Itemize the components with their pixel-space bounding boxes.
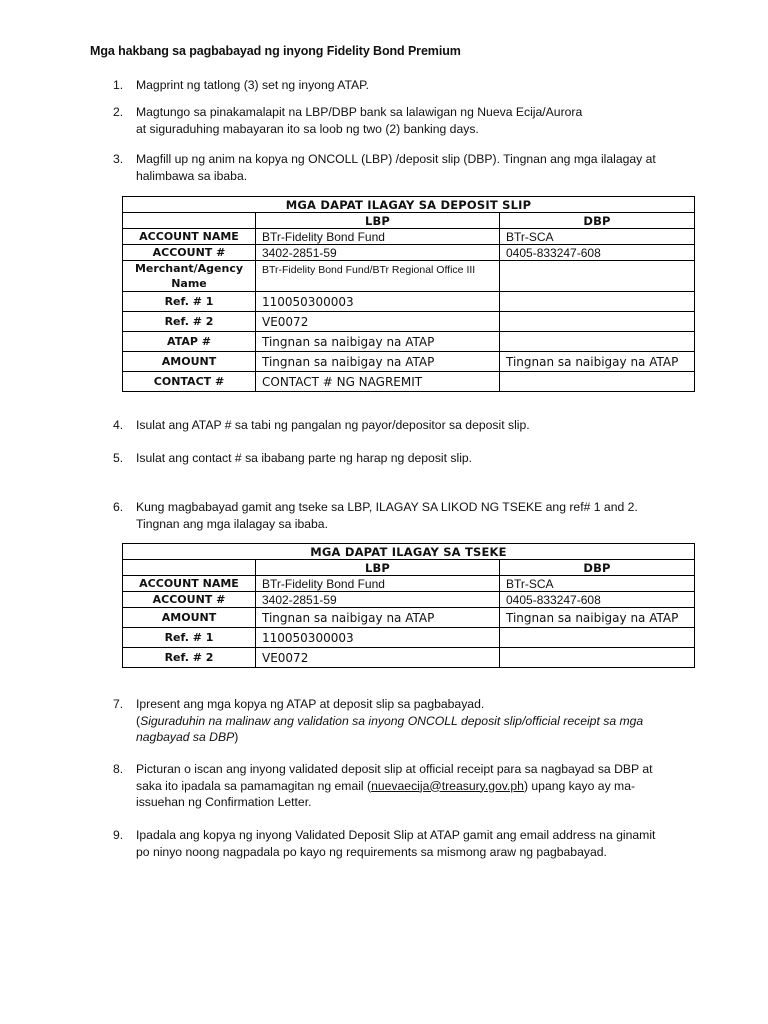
lbp-cell: 110050300003	[256, 628, 500, 648]
dbp-cell	[500, 312, 695, 332]
row-label: Merchant/Agency Name	[123, 261, 256, 292]
lbp-cell: 3402-2851-59	[256, 592, 500, 608]
italic-note: nagbayad sa DBP	[136, 730, 235, 744]
step-line	[136, 713, 696, 730]
row-label: AMOUNT	[123, 608, 256, 628]
dbp-cell	[500, 332, 695, 352]
step-text	[136, 827, 696, 860]
step-number: 3.	[113, 152, 124, 166]
page-title: Mga hakbang sa pagbabayad ng inyong Fidelity Bond Premium	[90, 44, 461, 58]
lbp-cell: Tingnan sa naibigay na ATAP	[256, 332, 500, 352]
dbp-cell	[500, 628, 695, 648]
dbp-cell	[500, 372, 695, 392]
step-text	[136, 417, 696, 434]
row-label: Ref. # 1	[123, 292, 256, 312]
step-line: issuehan ng Confirmation Letter.	[136, 795, 312, 809]
step-text	[136, 696, 696, 746]
step-line	[136, 778, 696, 795]
table-row	[123, 592, 695, 608]
table-row	[123, 332, 695, 352]
lbp-cell: VE0072	[256, 312, 500, 332]
column-header-dbp: DBP	[500, 213, 695, 229]
step-number: 5.	[113, 451, 124, 465]
step-number: 6.	[113, 500, 124, 514]
row-label: ACCOUNT #	[123, 245, 256, 261]
table-row	[123, 608, 695, 628]
dbp-cell: Tingnan sa naibigay na ATAP	[500, 352, 695, 372]
step-text	[136, 104, 696, 137]
table-title: MGA DAPAT ILAGAY SA DEPOSIT SLIP	[123, 197, 695, 213]
lbp-cell: CONTACT # NG NAGREMIT	[256, 372, 500, 392]
step-text	[136, 77, 696, 94]
dbp-cell: 0405-833247-608	[500, 592, 695, 608]
header-empty-cell	[123, 560, 256, 576]
table-title: MGA DAPAT ILAGAY SA TSEKE	[123, 544, 695, 560]
step-number: 8.	[113, 762, 124, 776]
text-fragment: saka ito ipadala sa pamamagitan ng email (	[136, 778, 372, 793]
dbp-cell	[500, 648, 695, 668]
step-text	[136, 151, 696, 184]
email-link[interactable]: nuevaecija@treasury.gov.ph	[371, 778, 524, 793]
step-line: Magtungo sa pinakamalapit na LBP/DBP bank sa lalawigan ng Nueva Ecija/Aurora	[136, 105, 583, 119]
dbp-cell: BTr-SCA	[500, 229, 695, 245]
step-line: Magfill up ng anim na kopya ng ONCOLL (LBP) /deposit slip (DBP). Tingnan ang mga ilalagay at	[136, 152, 656, 166]
step-line: Picturan o iscan ang inyong validated deposit slip at official receipt para sa nagbayad sa DBP at	[136, 762, 653, 776]
column-header-lbp: LBP	[256, 213, 500, 229]
step-line: halimbawa sa ibaba.	[136, 168, 248, 183]
step-line: at siguraduhing mabayaran ito sa loob ng two (2) banking days.	[136, 121, 479, 136]
step-line: Magprint ng tatlong (3) set ng inyong ATAP.	[136, 78, 370, 92]
step-line: Kung magbabayad gamit ang tseke sa LBP, ILAGAY SA LIKOD NG TSEKE ang ref# 1 and 2.	[136, 500, 638, 514]
dbp-cell: BTr-SCA	[500, 576, 695, 592]
row-label: Ref. # 1	[123, 628, 256, 648]
header-empty-cell	[123, 213, 256, 229]
row-label: Ref. # 2	[123, 312, 256, 332]
table-row	[123, 261, 695, 292]
lbp-cell: BTr-Fidelity Bond Fund	[256, 576, 500, 592]
step-text	[136, 450, 696, 467]
row-label: ACCOUNT #	[123, 592, 256, 608]
text-fragment: ) upang kayo ay ma-	[523, 778, 636, 793]
table-row	[123, 352, 695, 372]
table-row	[123, 628, 695, 648]
step-number: 1.	[113, 78, 124, 92]
step-line	[136, 729, 696, 746]
table-row	[123, 292, 695, 312]
row-label: AMOUNT	[123, 352, 256, 372]
step-line: Ipadala ang kopya ng inyong Validated Deposit Slip at ATAP gamit ang email address na ginamit	[136, 828, 656, 842]
step-text	[136, 499, 696, 532]
table-row	[123, 245, 695, 261]
row-label: ACCOUNT NAME	[123, 229, 256, 245]
step-line: po ninyo noong nagpadala po kayo ng requirements sa mismong araw ng pagbabayad.	[136, 844, 607, 859]
step-number: 4.	[113, 418, 124, 432]
dbp-cell	[500, 261, 695, 292]
lbp-cell: BTr-Fidelity Bond Fund	[256, 229, 500, 245]
row-label: Ref. # 2	[123, 648, 256, 668]
step-number: 7.	[113, 697, 124, 711]
paren-close: )	[234, 730, 239, 744]
lbp-cell: 3402-2851-59	[256, 245, 500, 261]
lbp-cell: Tingnan sa naibigay na ATAP	[256, 352, 500, 372]
lbp-cell: 110050300003	[256, 292, 500, 312]
step-line: Tingnan ang mga ilalagay sa ibaba.	[136, 516, 328, 531]
step-line: Isulat ang contact # sa ibabang parte ng harap ng deposit slip.	[136, 451, 473, 465]
table-row	[123, 576, 695, 592]
column-header-lbp: LBP	[256, 560, 500, 576]
italic-note: Siguraduhin na malinaw ang validation sa inyong ONCOLL deposit slip/official receipt sa mga	[140, 713, 644, 728]
step-line: Ipresent ang mga kopya ng ATAP at deposit slip sa pagbabayad.	[136, 697, 485, 711]
lbp-cell: BTr-Fidelity Bond Fund/BTr Regional Office III	[256, 261, 500, 292]
lbp-cell: VE0072	[256, 648, 500, 668]
table-row	[123, 648, 695, 668]
dbp-cell	[500, 292, 695, 312]
lbp-cell: Tingnan sa naibigay na ATAP	[256, 608, 500, 628]
step-line: Isulat ang ATAP # sa tabi ng pangalan ng payor/depositor sa deposit slip.	[136, 418, 530, 432]
column-header-dbp: DBP	[500, 560, 695, 576]
dbp-cell: 0405-833247-608	[500, 245, 695, 261]
step-text	[136, 761, 696, 811]
check-table	[122, 543, 695, 668]
row-label: ACCOUNT NAME	[123, 576, 256, 592]
row-label: ATAP #	[123, 332, 256, 352]
dbp-cell: Tingnan sa naibigay na ATAP	[500, 608, 695, 628]
table-row	[123, 312, 695, 332]
deposit-slip-table	[122, 196, 695, 392]
step-number: 9.	[113, 828, 124, 842]
row-label: CONTACT #	[123, 372, 256, 392]
table-row	[123, 372, 695, 392]
paren-open: (	[136, 713, 141, 728]
step-number: 2.	[113, 105, 124, 119]
table-row	[123, 229, 695, 245]
